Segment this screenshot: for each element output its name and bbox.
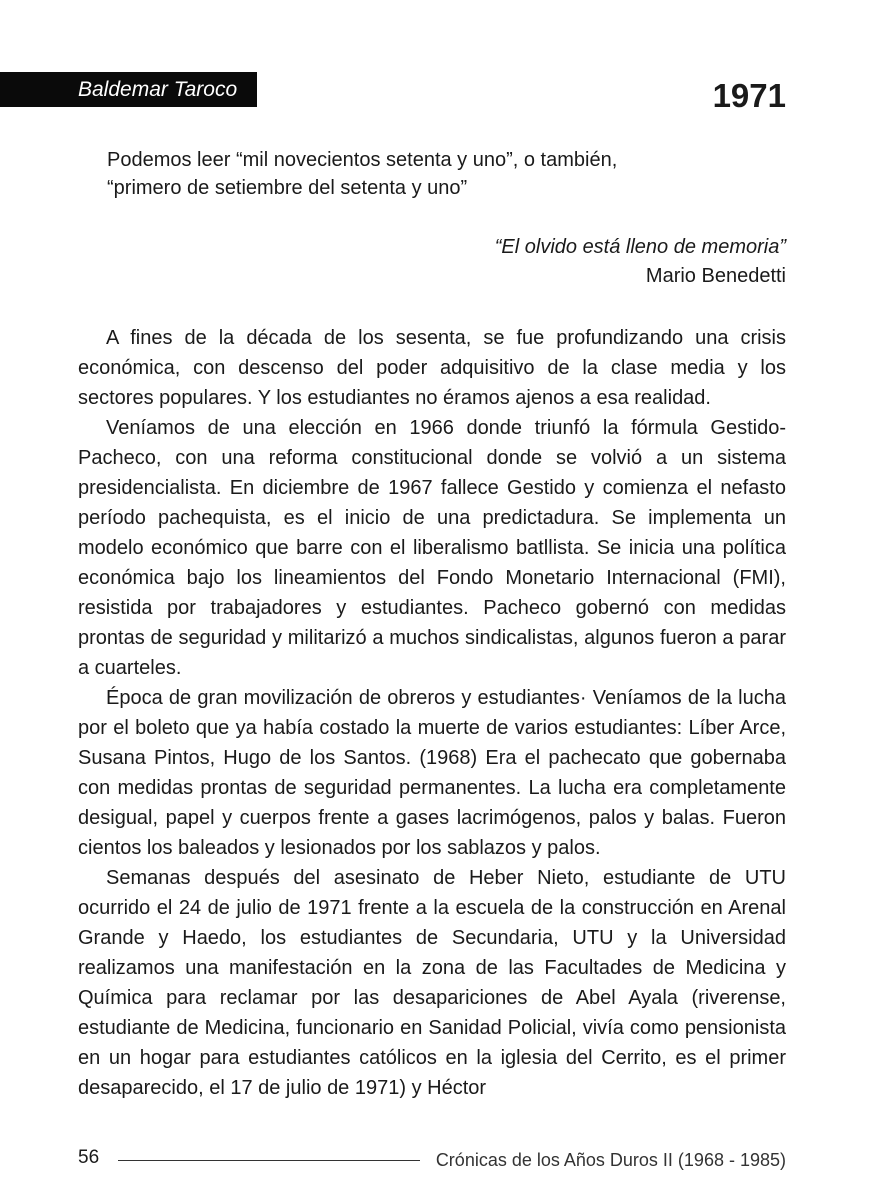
chapter-year: 1971: [712, 77, 786, 114]
intro-line: “primero de setiembre del setenta y uno”: [107, 177, 468, 199]
page-number: 56: [78, 1147, 100, 1168]
epigraph-author: Mario Benedetti: [645, 265, 786, 287]
epigraph: [495, 233, 786, 291]
footer-rule: [118, 1160, 420, 1161]
footer-book-title: Crónicas de los Años Duros II (1968 - 1985): [435, 1150, 786, 1170]
epigraph-quote: “El olvido está lleno de memoria”: [494, 236, 786, 258]
paragraph: Semanas después del asesinato de Heber Nieto, estudiante de UTU ocurrido el 24 de julio de 1971 frente a la escuela de la construcción en Arenal Grande y Haedo, los estudiantes de Secundaria, UTU y la Universidad realizamos una manifestación en la zona de las Facultades de Medicina y Química para reclamar por las desapariciones de Abel Ayala (riverense, estudiante de Medicina, funcionario en Sanidad Policial, vivía como pensionista en un hogar para estudiantes católicos en la iglesia del Cerrito, es el primer desaparecido, el 17 de julio de 1971) y Héctor: [78, 867, 786, 1099]
author-name: Baldemar Taroco: [0, 72, 257, 107]
intro-line: Podemos leer “mil novecientos setenta y uno”, o también,: [107, 149, 618, 171]
paragraph: A fines de la década de los sesenta, se fue profundizando una crisis económica, con descenso del poder adquisitivo de la clase media y los sectores populares. Y los estudiantes no éramos ajenos a esa realidad.: [78, 327, 786, 409]
intro-text: [107, 146, 787, 202]
paragraph: Veníamos de una elección en 1966 donde triunfó la fórmula Gestido-Pacheco, con una reforma constitucional donde se volvió a un sistema presidencialista. En diciembre de 1967 fallece Gestido y comienza el nefasto período pachequista, es el inicio de una predictadura. Se implementa un modelo económico que barre con el liberalismo batllista. Se inicia una política económica bajo los lineamientos del Fondo Monetario Internacional (FMI), resistida por trabajadores y estudiantes. Pacheco gobernó con medidas prontas de seguridad y militarizó a muchos sindicalistas, algunos fueron a parar a cuarteles.: [78, 417, 786, 679]
body-text: [78, 323, 786, 1103]
paragraph: Época de gran movilización de obreros y estudiantes· Veníamos de la lucha por el boleto que ya había costado la muerte de varios estudiantes: Líber Arce, Susana Pintos, Hugo de los Santos. (1968) Era el pachecato que gobernaba con medidas prontas de seguridad permanentes. La lucha era completamente desigual, papel y cuerpos frente a gases lacrimógenos, palos y balas. Fueron cientos los baleados y lesionados por los sablazos y palos.: [78, 687, 786, 859]
